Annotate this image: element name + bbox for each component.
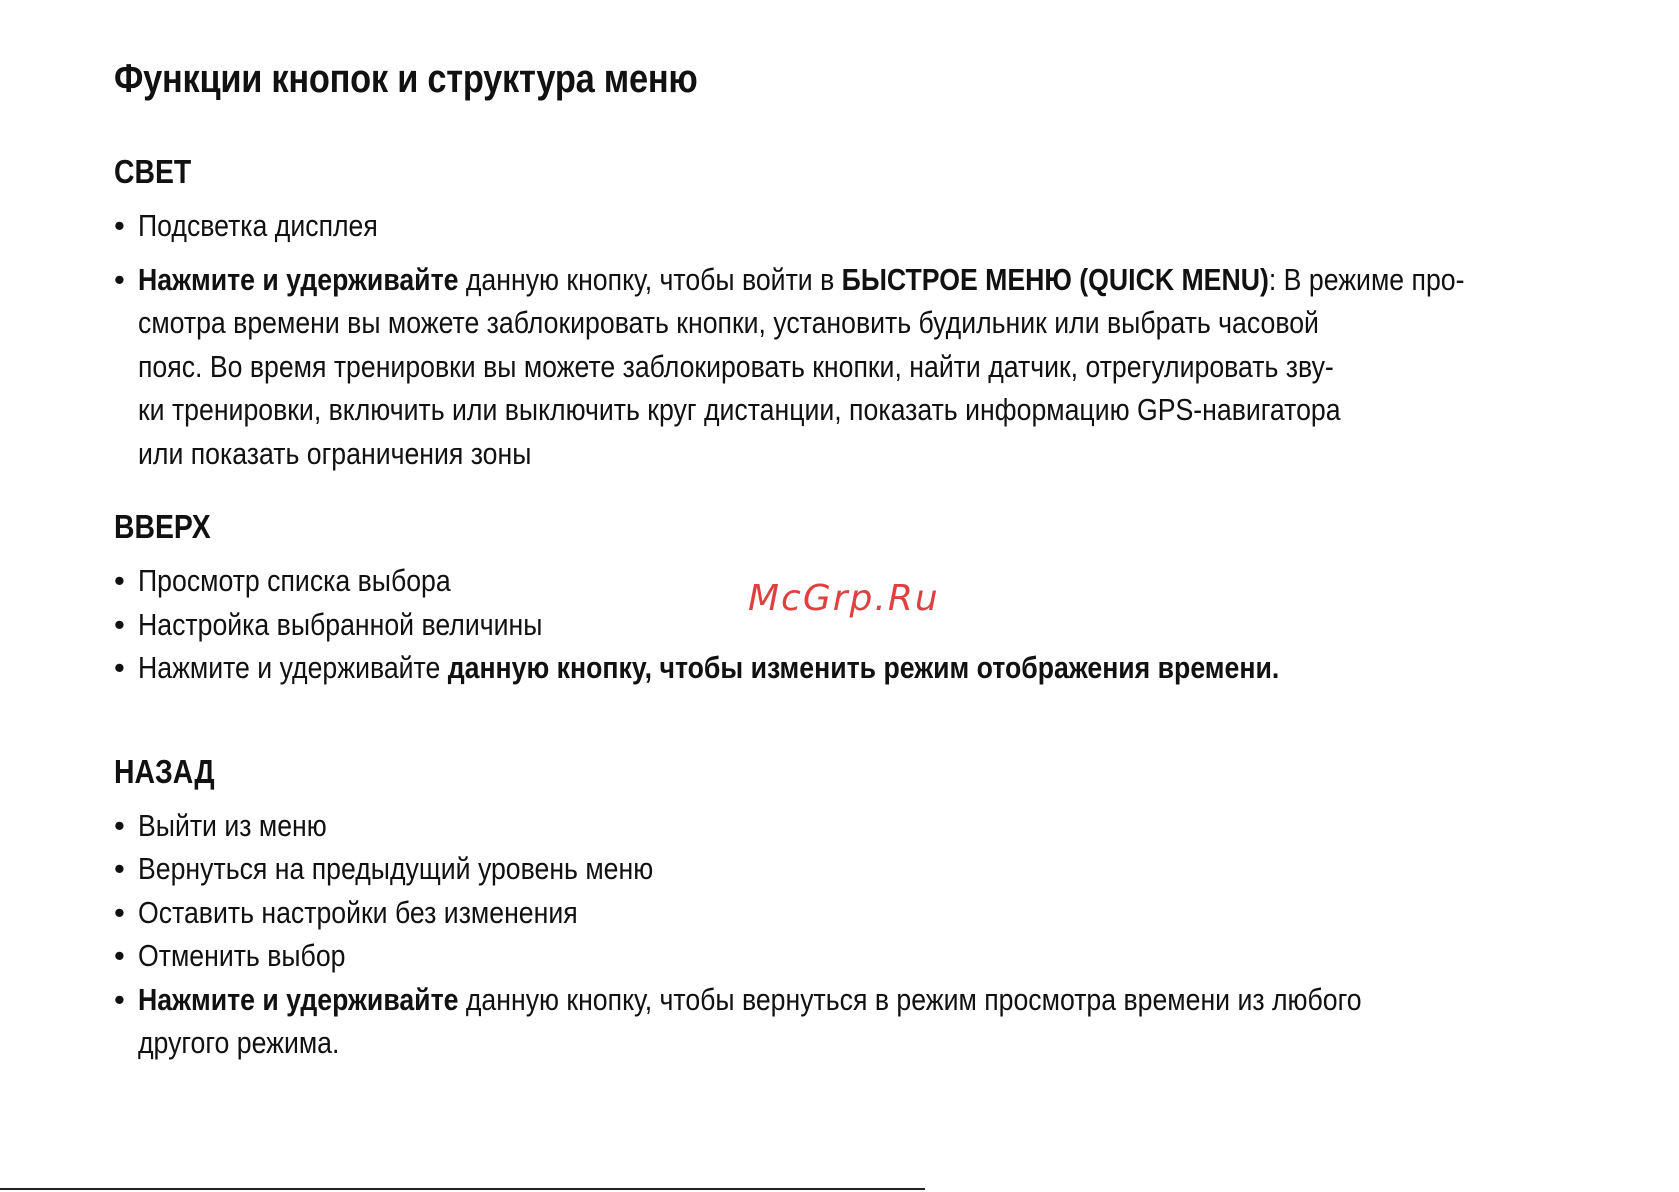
list-item: [114, 804, 1594, 848]
list-item-line: или показать ограничения зоны: [138, 435, 532, 471]
body-text: Нажмите и удерживайте: [138, 650, 448, 685]
light-items-list: [114, 204, 1594, 475]
emphasis-text: Нажмите и удерживайте: [138, 981, 459, 1017]
list-item-line: пояс. Во время тренировки вы можете заблокировать кнопки, найти датчик, отрегулировать зву-: [138, 348, 1334, 384]
list-item-text: • Просмотр списка выбора: [138, 563, 451, 598]
watermark: McGrp.Ru: [748, 578, 940, 619]
list-item-text: • Подсветка дисплея: [138, 208, 378, 243]
body-text: : В режиме про-: [1268, 261, 1465, 297]
section-heading-light: СВЕТ: [114, 153, 192, 190]
list-item-line: другого режима.: [138, 1025, 340, 1060]
list-item-line: [138, 258, 1465, 302]
document-page: [114, 52, 1594, 1065]
section-back: [114, 750, 1594, 1065]
footer-divider: [0, 1188, 925, 1190]
quick-menu-term: БЫСТРОЕ МЕНЮ (QUICK MENU): [841, 261, 1269, 297]
list-item-text: • Вернуться на предыдущий уровень меню: [138, 851, 654, 886]
list-item-text: • Оставить настройки без изменения: [138, 894, 578, 930]
body-text: данную кнопку, чтобы войти в: [458, 261, 842, 297]
back-items-list: [114, 804, 1594, 1065]
emphasis-text: данную кнопку, чтобы изменить режим отображения времени.: [447, 650, 1280, 685]
list-item: [114, 847, 1594, 891]
section-heading-back: НАЗАД: [114, 752, 215, 790]
section-heading-up: ВВЕРХ: [114, 508, 211, 545]
list-item: [114, 934, 1594, 978]
list-item: [114, 258, 1594, 476]
list-item: [114, 891, 1594, 935]
list-item: [114, 646, 1594, 690]
list-item-line: ки тренировки, включить или выключить круг дистанции, показать информацию GPS-навигатора: [138, 392, 1341, 427]
section-light: [114, 150, 1594, 475]
page-title: Функции кнопок и структура меню: [114, 57, 698, 101]
list-item-line: [138, 646, 1390, 690]
list-item-line: смотра времени вы можете заблокировать кнопки, установить будильник или выбрать часовой: [138, 305, 1319, 340]
list-item-line: [138, 978, 1390, 1022]
list-item-text: • Настройка выбранной величины: [138, 606, 543, 642]
list-item-text: • Выйти из меню: [138, 807, 327, 843]
list-item: [114, 204, 1594, 248]
emphasis-text: Нажмите и удерживайте: [138, 261, 459, 297]
list-item: [114, 978, 1594, 1065]
list-item-text: • Отменить выбор: [138, 938, 346, 973]
body-text: данную кнопку, чтобы вернуться в режим просмотра времени из любого: [458, 981, 1362, 1017]
